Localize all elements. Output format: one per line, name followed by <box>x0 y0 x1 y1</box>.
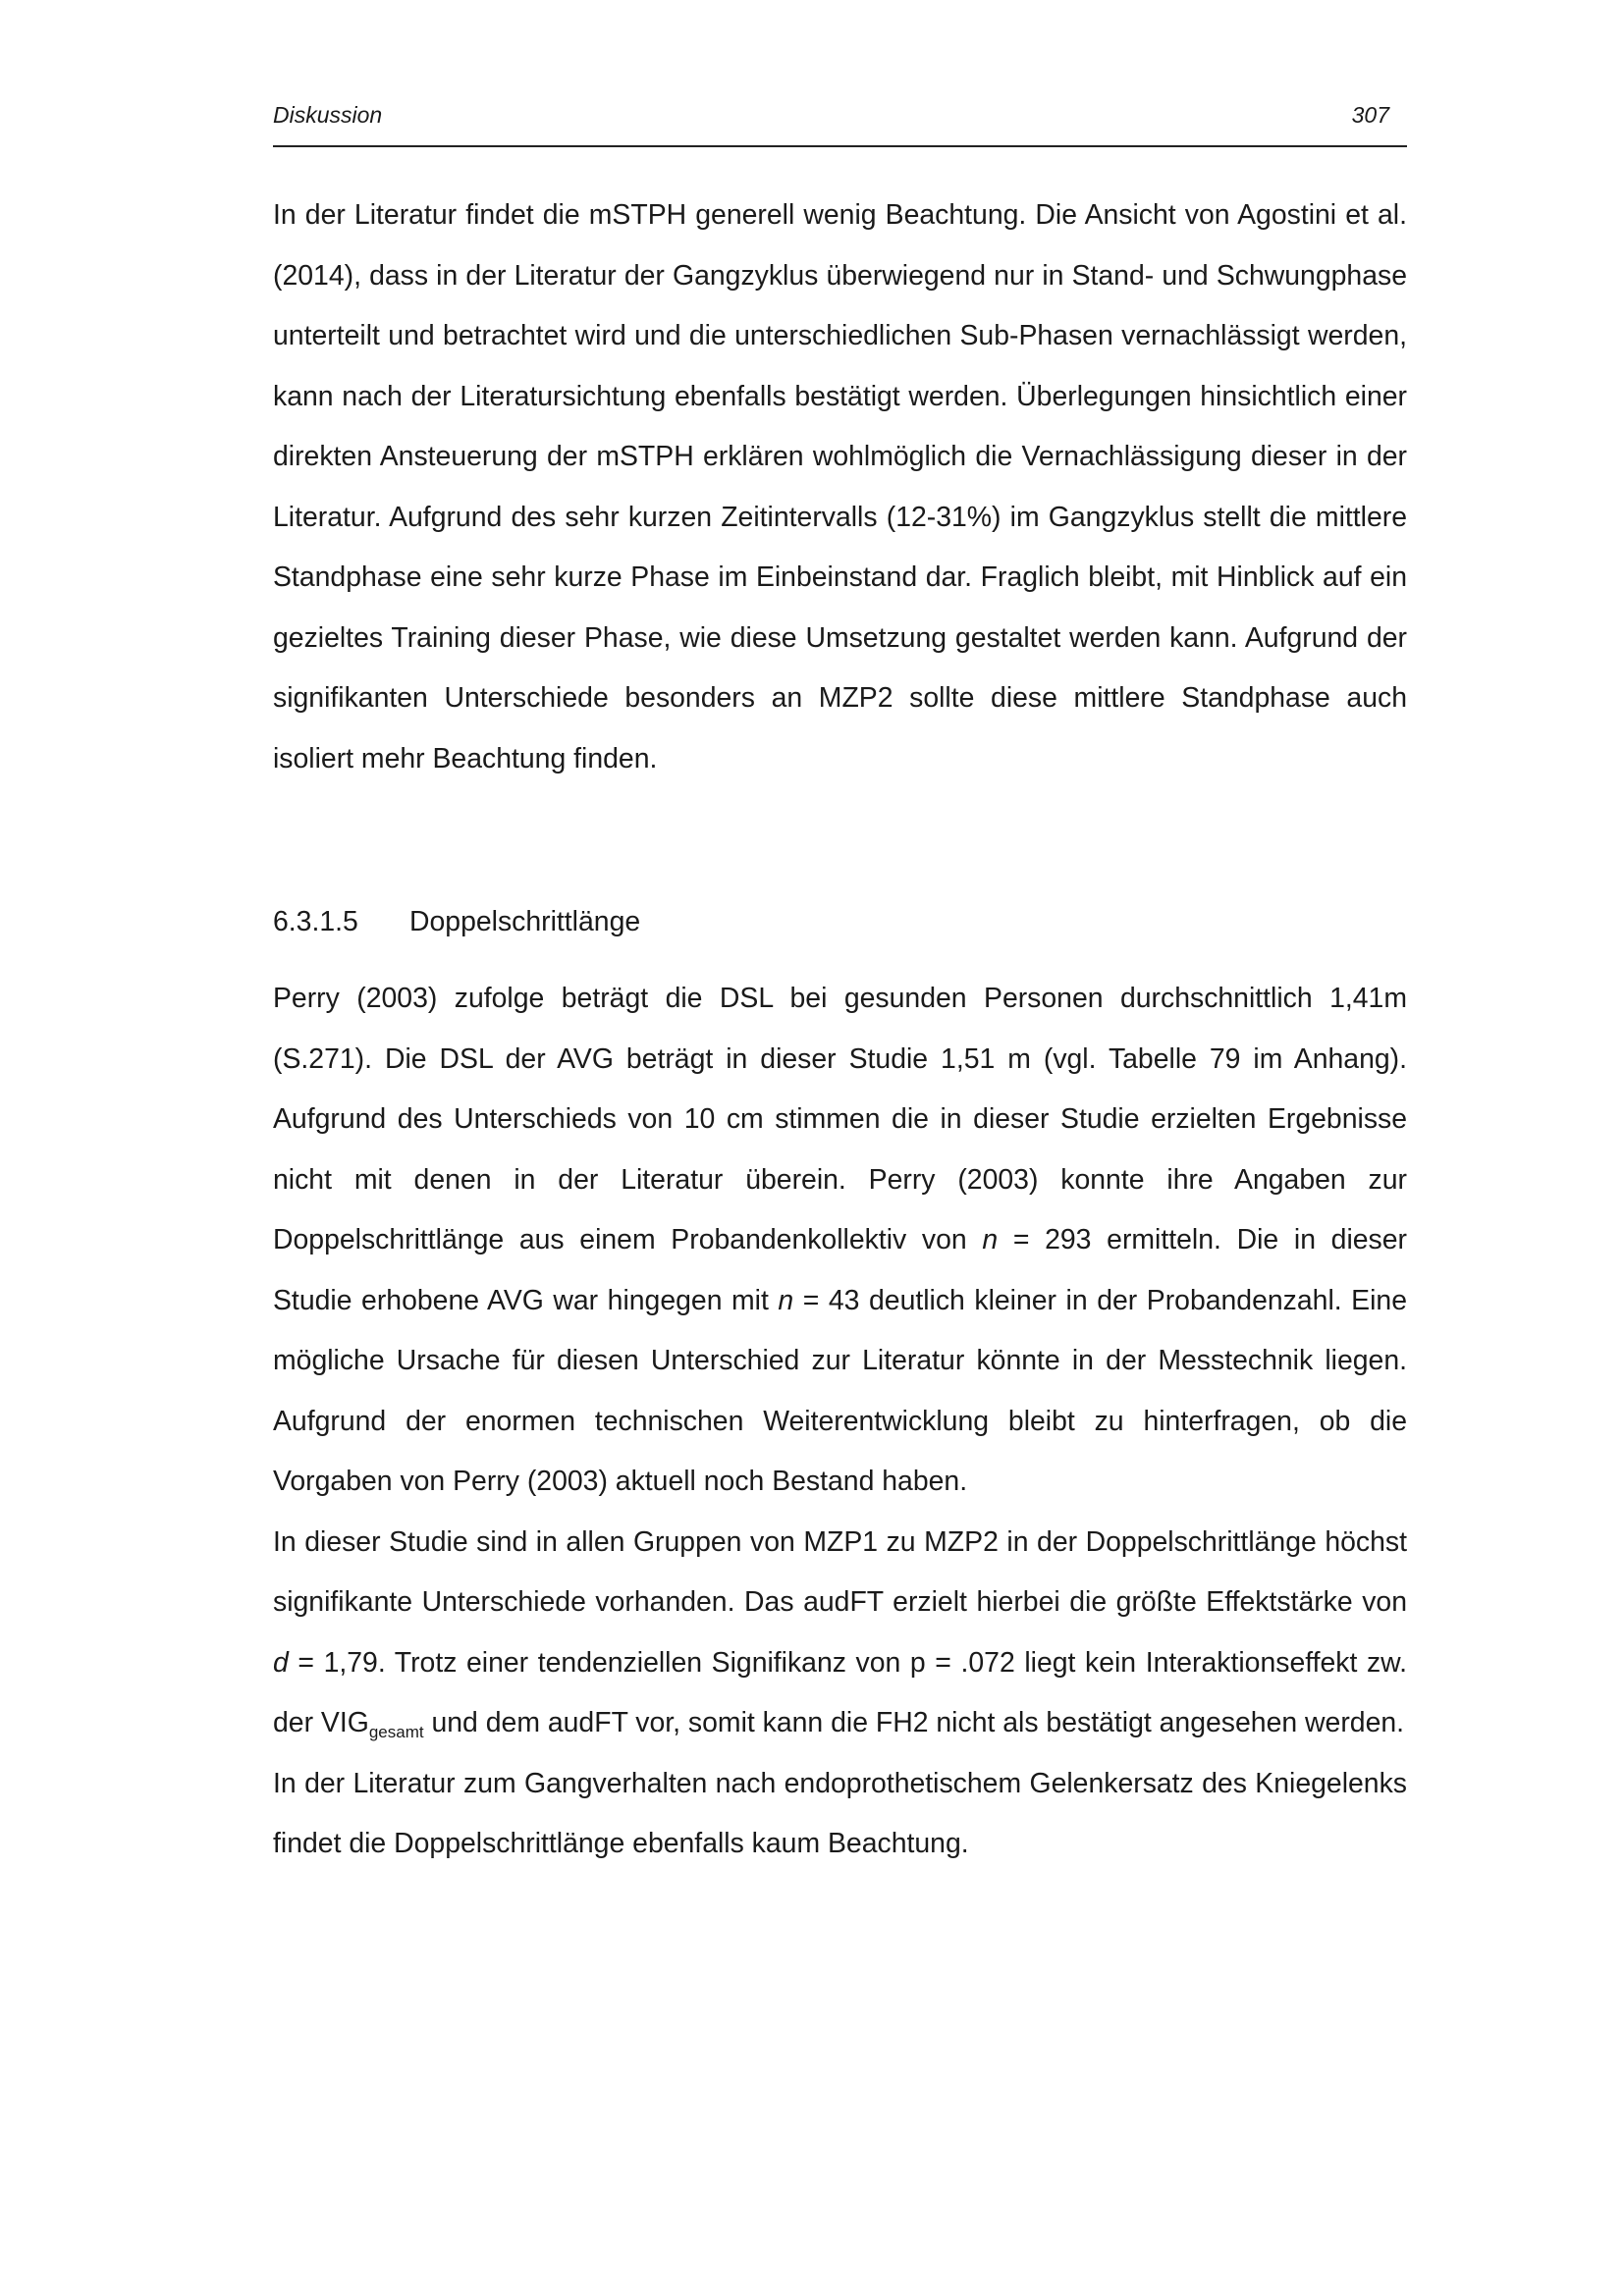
section-heading <box>273 892 640 953</box>
variable-d: d <box>273 1646 289 1679</box>
variable-n: n <box>778 1284 794 1316</box>
header-section-title: Diskussion <box>273 102 383 128</box>
text-segment: = 293 ermitteln. Die in dieser Studie erhobene AVG war hingegen mit <box>273 1224 1407 1316</box>
text-segment: = 1,79. Trotz einer tendenziellen Signifikanz von p = .072 liegt kein Interaktionseffekt zw. der VIG <box>273 1646 1407 1738</box>
text-segment: In dieser Studie sind in allen Gruppen von MZP1 zu MZP2 in der Doppelschrittlänge höchst signifikante Unterschiede vorhanden. Das audFT erzielt hierbei die größte Effektstärke von <box>273 1525 1407 1618</box>
paragraph-mstph: In der Literatur findet die mSTPH generell wenig Beachtung. Die Ansicht von Agostini et al. (2014), dass in der Literatur der Gangzyklus überwiegend nur in Stand- und Schwungphase unterteilt und betrachtet wird und die unterschiedlichen Sub-Phasen vernachlässigt werden, kann nach der Literatursichtung ebenfalls bestätigt werden. Überlegungen hinsichtlich einer direkten Ansteuerung der mSTPH erklären wohlmöglich die Vernachlässigung dieser in der Literatur. Aufgrund des sehr kurzen Zeitintervalls (12-31%) im Gangzyklus stellt die mittlere Standphase eine sehr kurze Phase im Einbeinstand dar. Fraglich bleibt, mit Hinblick auf ein gezieltes Training dieser Phase, wie diese Umsetzung gestaltet werden kann. Aufgrund der signifikanten Unterschiede besonders an MZP2 sollte diese mittlere Standphase auch isoliert mehr Beachtung finden. <box>273 199 1407 774</box>
section-heading-title: Doppelschrittlänge <box>409 906 641 937</box>
paragraph-dsl-results <box>273 1513 1407 1754</box>
paragraph-dsl-literature <box>273 969 1407 1513</box>
section-mstph-discussion <box>273 186 1407 789</box>
text-segment: = 43 deutlich kleiner in der Probandenzahl. Eine mögliche Ursache für diesen Unterschied zur Literatur könnte in der Messtechnik liegen. Aufgrund der enormen technischen Weiterentwicklung bleibt zu hinterfragen, ob die Vorgaben von Perry (2003) aktuell noch Bestand haben. <box>273 1284 1408 1497</box>
text-segment: und dem audFT vor, somit kann die FH2 nicht als bestätigt angesehen werden. <box>423 1707 1405 1738</box>
section-doppelschrittlaenge <box>273 969 1407 1875</box>
subscript-gesamt: gesamt <box>368 1723 424 1741</box>
variable-n: n <box>982 1224 999 1255</box>
text-segment: Perry (2003) zufolge beträgt die DSL bei gesunden Personen durchschnittlich 1,41m (S.271). Die DSL der AVG beträgt in dieser Studie 1,51 m (vgl. Tabelle 79 im Anhang). Aufgrund des Unterschieds von 10 cm stimmen die in dieser Studie erzielten Ergebnisse nicht mit denen in der Literatur überein. Perry (2003) konnte ihre Angaben zur Doppelschrittlänge aus einem Probandenkollektiv von <box>273 983 1407 1255</box>
running-header <box>273 96 1407 147</box>
paragraph-dsl-knee: In der Literatur zum Gangverhalten nach endoprothetischem Gelenkersatz des Kniegelenks findet die Doppelschrittlänge ebenfalls kaum Beachtung. <box>273 1767 1407 1859</box>
header-page-number: 307 <box>1351 102 1389 128</box>
section-heading-number: 6.3.1.5 <box>273 906 358 937</box>
